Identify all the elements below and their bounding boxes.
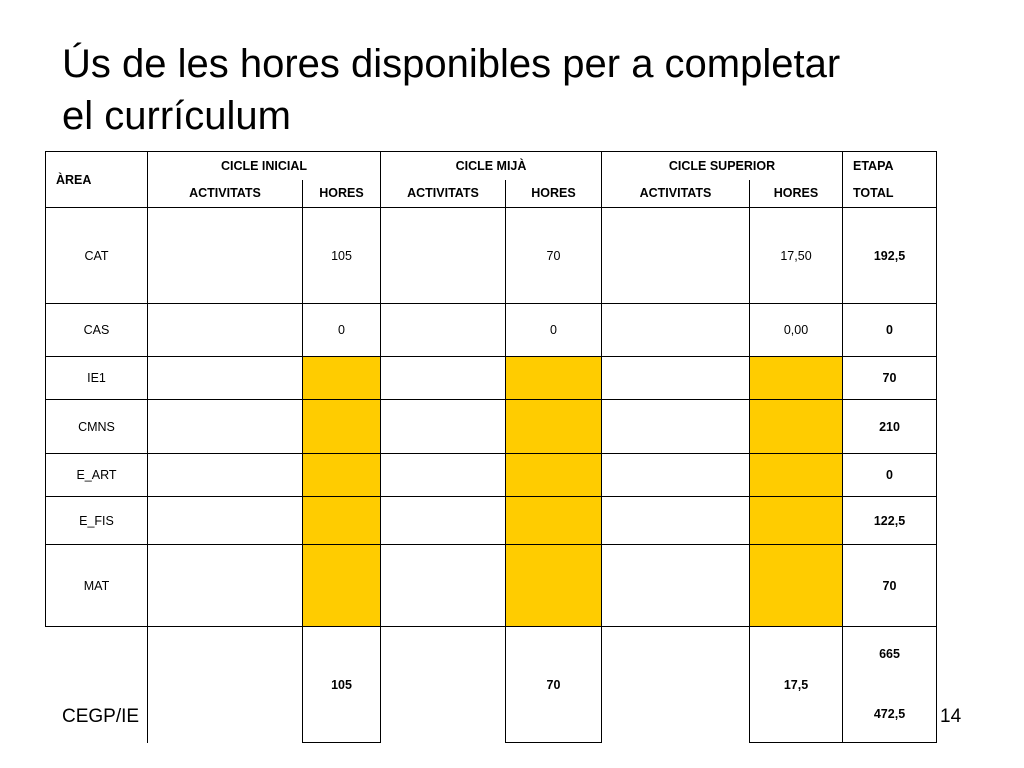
cm-activitats-cell [381, 545, 506, 627]
row-total: 70 [843, 545, 937, 627]
row-total: 0 [843, 304, 937, 357]
row-total: 0 [843, 454, 937, 497]
ci-hores-cell [303, 357, 381, 400]
title-line-1: Ús de les hores disponibles per a completar [62, 42, 841, 86]
totals-cm-activitats [381, 627, 506, 743]
table-row [46, 454, 937, 497]
cs-hores-cell [750, 454, 843, 497]
cm-activitats-cell [381, 208, 506, 304]
header-area: ÀREA [46, 152, 148, 208]
cm-activitats-cell [381, 400, 506, 454]
ci-hores-cell [303, 497, 381, 545]
header-cicle-inicial: CICLE INICIAL [148, 152, 381, 180]
cm-hores-cell: 70 [506, 208, 602, 304]
cs-activitats-cell [602, 545, 750, 627]
ci-activitats-cell [148, 304, 303, 357]
slide-title [62, 38, 982, 142]
row-total: 70 [843, 357, 937, 400]
ci-hores-cell: 105 [303, 208, 381, 304]
title-line-2: el currículum [62, 94, 291, 138]
header-row-1 [46, 152, 937, 180]
ci-activitats-cell [148, 497, 303, 545]
cs-hores-cell: 0,00 [750, 304, 843, 357]
etapa-total-1: 665 [879, 647, 900, 661]
cs-activitats-cell [602, 208, 750, 304]
hours-table [45, 151, 937, 743]
header-cm-activitats: ACTIVITATS [381, 180, 506, 208]
cs-hores-cell [750, 400, 843, 454]
ci-activitats-cell [148, 208, 303, 304]
cm-hores-cell: 0 [506, 304, 602, 357]
totals-cs-hores: 17,5 [750, 627, 843, 743]
cs-activitats-cell [602, 400, 750, 454]
header-cicle-mija: CICLE MIJÀ [381, 152, 602, 180]
row-area: IE1 [46, 357, 148, 400]
row-total: 210 [843, 400, 937, 454]
table-row [46, 304, 937, 357]
ci-hores-cell [303, 400, 381, 454]
page-number: 14 [940, 706, 962, 727]
row-area: CAS [46, 304, 148, 357]
table-row [46, 400, 937, 454]
cs-activitats-cell [602, 454, 750, 497]
cs-hores-cell [750, 357, 843, 400]
cs-hores-cell [750, 545, 843, 627]
cm-hores-cell [506, 357, 602, 400]
cm-hores-cell [506, 400, 602, 454]
cm-activitats-cell [381, 454, 506, 497]
totals-cm-hores: 70 [506, 627, 602, 743]
header-etapa: ETAPA [843, 152, 937, 180]
row-area: E_FIS [46, 497, 148, 545]
header-cm-hores: HORES [506, 180, 602, 208]
row-total: 122,5 [843, 497, 937, 545]
row-area: CAT [46, 208, 148, 304]
table-row [46, 208, 937, 304]
cm-activitats-cell [381, 304, 506, 357]
ci-hores-cell [303, 454, 381, 497]
ci-activitats-cell [148, 454, 303, 497]
cs-activitats-cell [602, 304, 750, 357]
header-cs-hores: HORES [750, 180, 843, 208]
cm-hores-cell [506, 454, 602, 497]
header-row-2 [46, 180, 937, 208]
totals-row [46, 627, 937, 743]
header-cs-activitats: ACTIVITATS [602, 180, 750, 208]
cs-hores-cell: 17,50 [750, 208, 843, 304]
table-row [46, 357, 937, 400]
totals-cs-activitats [602, 627, 750, 743]
row-area: CMNS [46, 400, 148, 454]
cs-activitats-cell [602, 497, 750, 545]
cs-activitats-cell [602, 357, 750, 400]
cm-hores-cell [506, 497, 602, 545]
cm-hores-cell [506, 545, 602, 627]
ci-activitats-cell [148, 357, 303, 400]
ci-activitats-cell [148, 545, 303, 627]
footer-label: CEGP/IE [62, 706, 140, 727]
cm-activitats-cell [381, 357, 506, 400]
header-total: TOTAL [843, 180, 937, 208]
etapa-total-2: 472,5 [873, 707, 906, 721]
totals-ci-activitats [148, 627, 303, 743]
cm-activitats-cell [381, 497, 506, 545]
row-area: MAT [46, 545, 148, 627]
cs-hores-cell [750, 497, 843, 545]
row-total: 192,5 [843, 208, 937, 304]
row-area: E_ART [46, 454, 148, 497]
totals-etapa [843, 627, 937, 743]
ci-hores-cell: 0 [303, 304, 381, 357]
header-cicle-superior: CICLE SUPERIOR [602, 152, 843, 180]
table-row [46, 545, 937, 627]
ci-activitats-cell [148, 400, 303, 454]
ci-hores-cell [303, 545, 381, 627]
totals-ci-hores: 105 [303, 627, 381, 743]
table-row [46, 497, 937, 545]
header-ci-hores: HORES [303, 180, 381, 208]
header-ci-activitats: ACTIVITATS [148, 180, 303, 208]
